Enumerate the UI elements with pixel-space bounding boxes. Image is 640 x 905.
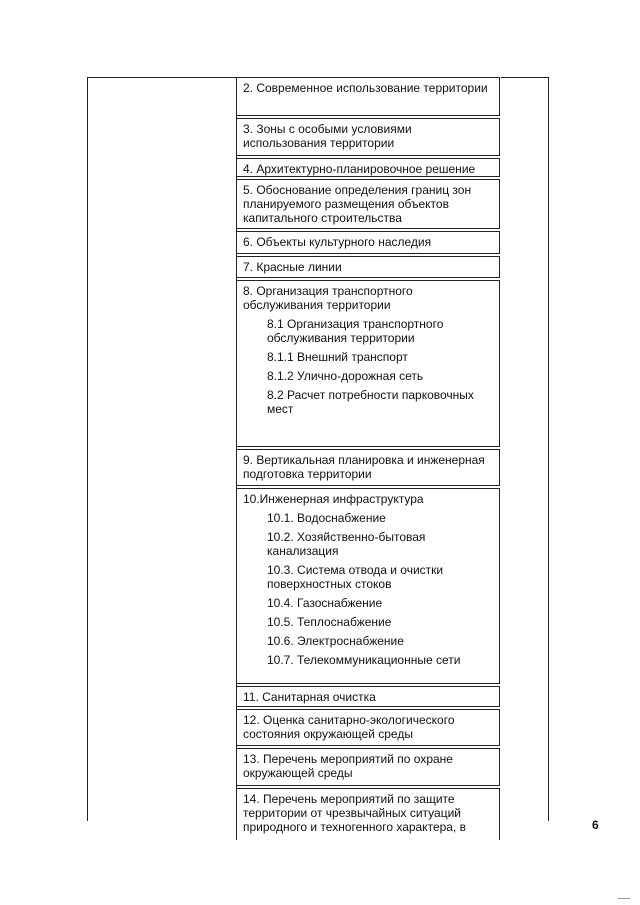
section-title: 13. Перечень мероприятий по охране окружающей среды: [243, 752, 453, 780]
subsection-title: 8.2 Расчет потребности парковочных мест: [267, 388, 474, 416]
section-title: 5. Обоснование определения границ зон планируемого размещения объектов капитального строительства: [243, 183, 472, 225]
section-title: 2. Современное использование территории: [243, 81, 488, 95]
section-title: 9. Вертикальная планировка и инженерная подготовка территории: [243, 453, 485, 481]
section-row: [236, 179, 500, 229]
section-row: [236, 280, 500, 447]
section-title: 12. Оценка санитарно-экологического состояния окружающей среды: [243, 713, 455, 741]
page-number: 6: [592, 818, 599, 832]
subsection-title: 8.1 Организация транспортного обслуживания территории: [267, 317, 444, 345]
table-right-column: [501, 77, 549, 821]
section-row: [236, 77, 500, 116]
section-title: 14. Перечень мероприятий по защите территории от чрезвычайных ситуаций природного и техногенного характера, в: [243, 792, 467, 834]
section-row: [236, 449, 500, 486]
section-row: [236, 231, 500, 254]
subsection-title: 8.1.1 Внешний транспорт: [267, 350, 408, 364]
subsection-title: 10.2. Хозяйственно-бытовая канализация: [267, 530, 426, 558]
subsection-title: 10.3. Система отвода и очистки поверхностных стоков: [267, 563, 444, 591]
section-row: [236, 488, 500, 684]
section-row: [236, 686, 500, 707]
section-title: 7. Красные линии: [243, 260, 342, 274]
section-title: 4. Архитектурно-планировочное решение: [243, 162, 476, 176]
section-title: 10.Инженерная инфраструктура: [243, 492, 424, 506]
section-title: 8. Организация транспортного обслуживания территории: [243, 284, 413, 312]
section-title: 3. Зоны с особыми условиями использования территории: [243, 122, 412, 150]
subsection-title: 10.5. Теплоснабжение: [267, 615, 392, 629]
section-row: [236, 788, 500, 840]
table-contents-column: [236, 77, 500, 842]
subsection-title: 10.4. Газоснабжение: [267, 596, 383, 610]
section-row: [236, 748, 500, 786]
section-row: [236, 709, 500, 746]
section-title: 6. Объекты культурного наследия: [243, 235, 432, 249]
section-title: 11. Санитарная очистка: [243, 690, 376, 704]
section-row: [236, 158, 500, 177]
subsection-title: 8.1.2 Улично-дорожная сеть: [267, 369, 424, 383]
section-row: [236, 256, 500, 278]
subsection-title: 10.6. Электроснабжение: [267, 634, 404, 648]
subsection-title: 10.7. Телекоммуникационные сети: [267, 653, 461, 667]
table-left-column: [87, 77, 237, 821]
subsection-title: 10.1. Водоснабжение: [267, 511, 386, 525]
scan-mark: [618, 898, 630, 899]
section-row: [236, 118, 500, 156]
